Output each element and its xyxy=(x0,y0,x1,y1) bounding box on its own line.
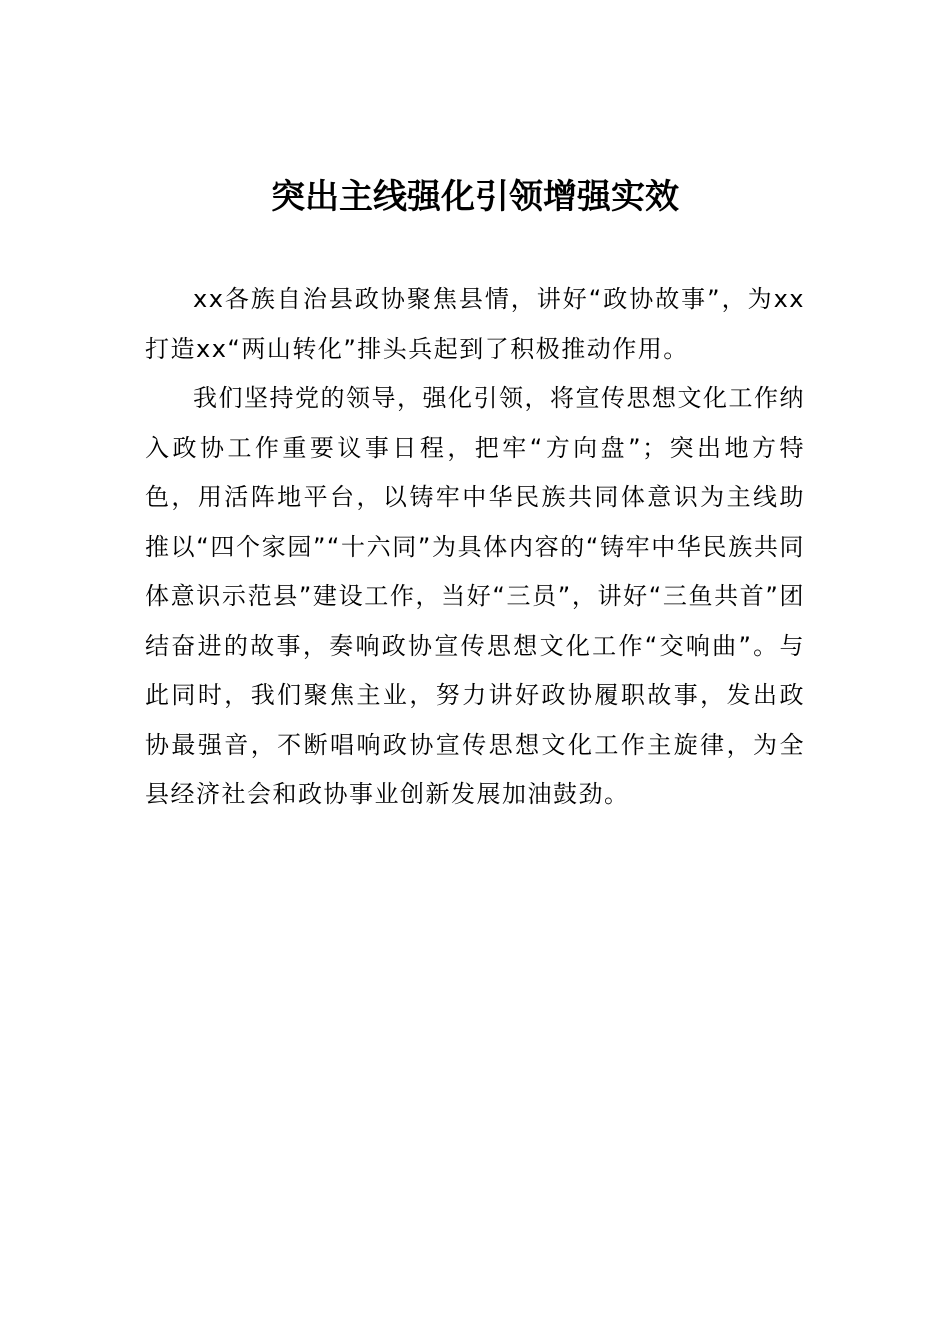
paragraph-intro: xx各族自治县政协聚焦县情，讲好“政协故事”，为xx打造xx“两山转化”排头兵起到了积极推动作用。 xyxy=(145,285,805,363)
paragraph-main: 我们坚持党的领导，强化引领，将宣传思想文化工作纳入政协工作重要议事日程，把牢“方向盘”；突出地方特色，用活阵地平台，以铸牢中华民族共同体意识为主线助推以“四个家园”“十六同”为具体内容的“铸牢中华民族共同体意识示范县”建设工作，当好“三员”，讲好“三鱼共首”团结奋进的故事，奏响政协宣传思想文化工作“交响曲”。与此同时，我们聚焦主业，努力讲好政协履职故事，发出政协最强音，不断唱响政协宣传思想文化工作主旋律，为全县经济社会和政协事业创新发展加油鼓劲。 xyxy=(145,384,805,808)
document-body xyxy=(145,275,805,820)
document-title: 突出主线强化引领增强实效 xyxy=(271,177,679,217)
